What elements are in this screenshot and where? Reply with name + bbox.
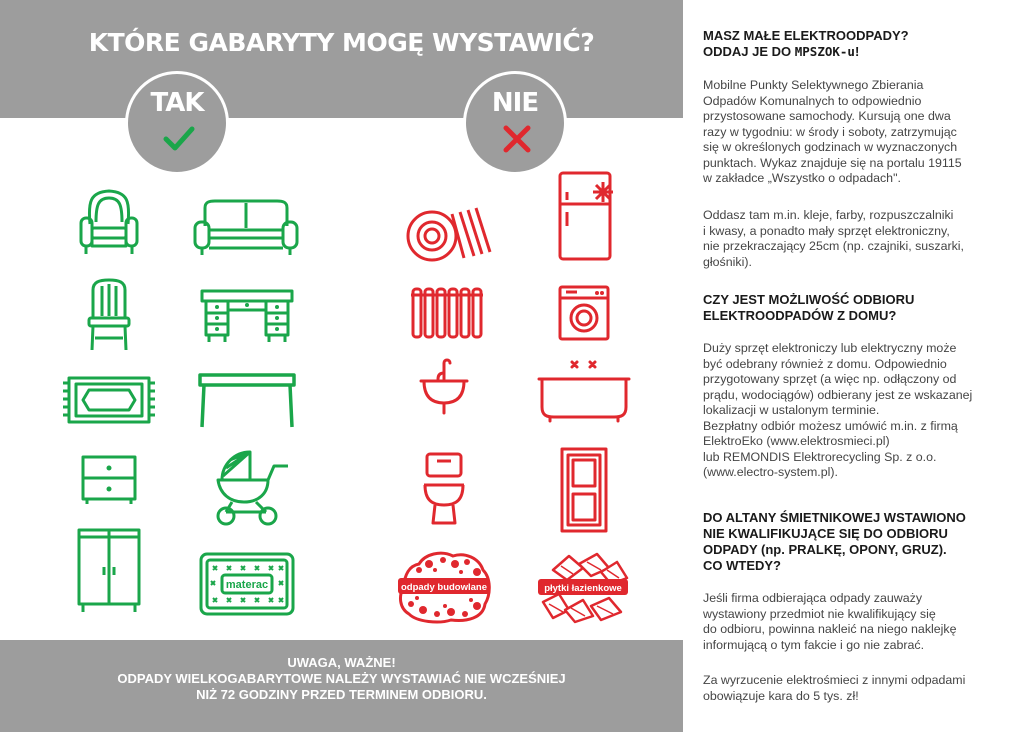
washing-machine-icon [557, 284, 611, 342]
text-line: (www.electro-system.pl). [703, 465, 838, 479]
nightstand-icon [80, 454, 138, 506]
wardrobe-icon [76, 527, 142, 615]
title-band [0, 0, 683, 118]
stroller-icon [212, 446, 294, 528]
text-line: i kwasy, a ponadto mały sprzęt elektroniczny, [703, 223, 950, 238]
heading-line: CO WTEDY? [703, 558, 781, 573]
mattress-icon [198, 551, 296, 617]
page-title: KTÓRE GABARYTY MOGĘ WYSTAWIĆ? [88, 28, 595, 57]
section-1-heading-line-2 [703, 44, 909, 60]
section-1-paragraph-1 [703, 78, 962, 187]
text-line: przygotowany sprzęt (a więc np. odłączony od [703, 372, 957, 386]
cross-icon [501, 125, 533, 153]
section-1-heading [703, 28, 909, 60]
section-3-heading [703, 510, 966, 574]
door-icon [559, 446, 609, 534]
bathtub-icon [536, 357, 632, 423]
section-2-paragraph [703, 341, 972, 481]
section-1-heading-line: MASZ MAŁE ELEKTROODPADY? [703, 28, 909, 43]
desk-icon [200, 288, 294, 344]
checkmark-icon [163, 125, 195, 153]
toilet-icon [421, 451, 467, 527]
section-3-paragraph-2 [703, 673, 965, 704]
mpszok-brand: MPSZOK-u [794, 44, 855, 59]
text-line: Oddasz tam m.in. kleje, farby, rozpuszczalniki [703, 208, 954, 222]
text-line: Mobilne Punkty Selektywnego Zbierania [703, 78, 924, 92]
rug-icon [61, 375, 157, 425]
heading-line: NIE KWALIFIKUJĄCE SIĘ DO ODBIORU [703, 526, 948, 541]
no-badge [463, 71, 567, 175]
text-line: razy w tygodniu: w środy i soboty, zatrzymując [703, 124, 957, 139]
heading-line: CZY JEST MOŻLIWOŚĆ ODBIORU [703, 292, 915, 307]
text-line: Jeśli firma odbierająca odpady zauważy [703, 591, 923, 605]
yes-label: TAK [150, 88, 204, 118]
section-2-heading [703, 292, 914, 324]
debris-label: odpady budowlane [400, 582, 488, 593]
text-line: lokalizacji w ustalonym terminie. [703, 403, 880, 417]
sofa-icon [193, 198, 299, 258]
text-line: punktach. Wykaz znajduje się na portalu 19115 [703, 155, 962, 170]
notice-line-1: UWAGA, WAŻNE! [287, 655, 396, 670]
text-line: Bezpłatny odbiór możesz umówić m.in. z firmą [703, 418, 958, 433]
table-icon [198, 373, 296, 429]
notice-line-2: ODPADY WIELKOGABARYTOWE NALEŻY WYSTAWIAĆ NIE WCZEŚNIEJ [117, 671, 566, 686]
chair-icon [87, 278, 131, 352]
tires-icon [402, 202, 492, 262]
text-line: obowiązuje kara do 5 tys. zł! [703, 688, 859, 703]
text-line: nie przekraczający 25cm (np. czajniki, suszarki, [703, 239, 964, 253]
heading-line: DO ALTANY ŚMIETNIKOWEJ WSTAWIONO [703, 510, 966, 525]
text-line: się w określonych godzinach w wyznaczonych [703, 140, 958, 154]
radiator-icon [409, 285, 485, 341]
text-line: prądu, wodociągów) odbierany jest ze wskazanej [703, 387, 973, 402]
fridge-icon [557, 170, 621, 262]
text-line: do odbioru, powinna nakleić na niego naklejkę [703, 622, 957, 636]
armchair-icon [78, 188, 140, 256]
section-1-paragraph-2 [703, 208, 964, 270]
tiles-label: płytki łazienkowe [544, 583, 622, 594]
yes-badge [125, 71, 229, 175]
heading-suffix: ! [854, 44, 860, 59]
text-line: przystosowane samochody. Kursują one dwa [703, 109, 951, 123]
text-line: lub REMONDIS Elektrorecycling Sp. z o.o. [703, 449, 937, 464]
text-line: ElektroEko (www.elektrosmieci.pl) [703, 434, 890, 448]
construction-debris-icon [395, 548, 493, 624]
text-line: Odpadów Komunalnych to odpowiednio [703, 93, 922, 108]
text-line: w zakładce „Wszystko o odpadach". [703, 171, 901, 185]
text-line: być odebrany również z domu. Odpowiednio [703, 356, 947, 371]
mattress-label: materac [225, 579, 269, 591]
text-line: wystawiony przedmiot nie kwalifikujący się [703, 606, 936, 621]
heading-line: ELEKTROODPADÓW Z DOMU? [703, 308, 897, 323]
heading-prefix: ODDAJ JE DO [703, 44, 795, 59]
notice-line-3: NIŻ 72 GODZINY PRZED TERMINEM ODBIORU. [196, 687, 487, 702]
heading-line: ODPADY (np. PRALKĘ, OPONY, GRUZ). [703, 542, 947, 557]
notice-text [0, 655, 683, 703]
sink-icon [418, 357, 470, 415]
text-line: głośniki). [703, 254, 752, 269]
text-line: informującą o tym fakcie i go nie zabrać. [703, 637, 925, 652]
text-line: Za wyrzucenie elektrośmieci z innymi odpadami [703, 673, 966, 687]
text-line: Duży sprzęt elektroniczy lub elektryczny może [703, 341, 957, 355]
no-label: NIE [491, 88, 539, 118]
bathroom-tiles-icon [535, 550, 631, 624]
section-3-paragraph-1 [703, 591, 957, 653]
